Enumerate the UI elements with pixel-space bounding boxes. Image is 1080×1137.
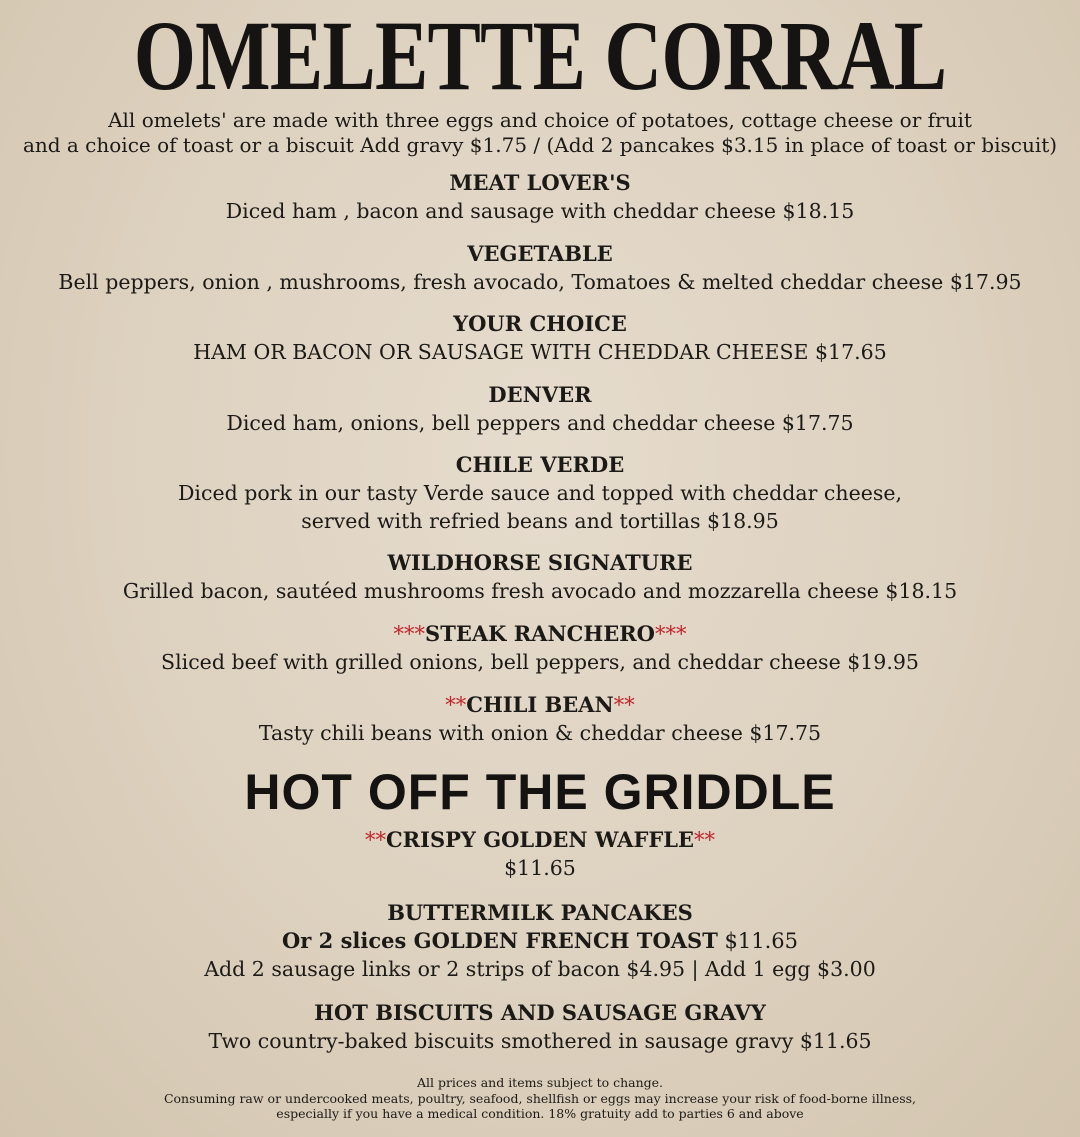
item-subtitle: [0, 927, 1080, 955]
item-title: CHILE VERDE: [455, 452, 625, 477]
intro-line-1: All omelets' are made with three eggs and choice of potatoes, cottage cheese or fruit: [108, 108, 972, 132]
menu-item-your-choice: [0, 310, 1080, 366]
menu-item-hot-biscuits: [0, 999, 1080, 1055]
item-title-text: CHILI BEAN: [466, 692, 614, 717]
item-title: WILDHORSE SIGNATURE: [387, 550, 693, 575]
item-title: MEAT LOVER'S: [449, 170, 631, 195]
item-description: Sliced beef with grilled onions, bell peppers, and cheddar cheese $19.95: [161, 650, 919, 674]
star-marker: **: [364, 828, 386, 852]
item-description: Grilled bacon, sautéed mushrooms fresh avocado and mozzarella cheese $18.15: [122, 579, 958, 603]
intro-line-2: and a choice of toast or a biscuit Add gravy $1.75 / (Add 2 pancakes $3.15 in place of toast or biscuit): [22, 133, 1058, 157]
item-title-text: CRISPY GOLDEN WAFFLE: [385, 827, 695, 852]
star-marker: **: [694, 828, 716, 852]
menu-item-meat-lovers: [0, 169, 1080, 225]
item-price: $11.65: [504, 856, 576, 880]
menu-item-steak-ranchero: [0, 620, 1080, 676]
item-title: DENVER: [488, 382, 592, 407]
footer-line-2: Consuming raw or undercooked meats, poultry, seafood, shellfish or eggs may increase your risk of food-borne illness,: [163, 1090, 917, 1106]
item-title: VEGETABLE: [467, 241, 613, 266]
menu-item-wildhorse-signature: [0, 549, 1080, 605]
item-description: Diced pork in our tasty Verde sauce and topped with cheddar cheese,: [177, 481, 903, 505]
item-title: BUTTERMILK PANCAKES: [387, 900, 693, 925]
star-marker: **: [613, 693, 635, 717]
item-title: HOT BISCUITS AND SAUSAGE GRAVY: [314, 1000, 766, 1025]
star-marker: ***: [393, 622, 426, 646]
item-title: [0, 620, 1080, 648]
menu-item-crispy-golden-waffle: [0, 826, 1080, 882]
menu-item-denver: [0, 381, 1080, 437]
item-description: Bell peppers, onion , mushrooms, fresh avocado, Tomatoes & melted cheddar cheese $17.95: [58, 270, 1022, 294]
menu-item-chili-bean: [0, 691, 1080, 747]
item-description: Add 2 sausage links or 2 strips of bacon $4.95 | Add 1 egg $3.00: [204, 957, 876, 981]
star-marker: **: [445, 693, 467, 717]
item-description: HAM OR BACON OR SAUSAGE WITH CHEDDAR CHEESE $17.65: [193, 340, 887, 364]
item-title: [0, 826, 1080, 854]
footer-line-1: All prices and items subject to change.: [416, 1075, 664, 1090]
item-title-text: STEAK RANCHERO: [425, 621, 655, 646]
footer-disclaimer: [0, 1075, 1080, 1122]
menu-item-buttermilk-pancakes: [0, 899, 1080, 983]
menu-item-chile-verde: [0, 451, 1080, 535]
star-marker: ***: [654, 622, 687, 646]
item-subtitle-price: $11.65: [717, 929, 798, 953]
menu-title: OMELETTE CORRAL: [133, 0, 947, 111]
item-description-line-2: served with refried beans and tortillas $18.95: [301, 509, 779, 533]
menu-item-vegetable: [0, 240, 1080, 296]
intro-text: [0, 108, 1080, 158]
section-heading-griddle: HOT OFF THE GRIDDLE: [244, 764, 836, 820]
item-description: Two country-baked biscuits smothered in sausage gravy $11.65: [208, 1029, 872, 1053]
item-title: [0, 691, 1080, 719]
item-description: Diced ham , bacon and sausage with cheddar cheese $18.15: [225, 199, 855, 223]
item-description: Tasty chili beans with onion & cheddar cheese $17.75: [258, 721, 822, 745]
footer-line-3: especially if you have a medical condition. 18% gratuity add to parties 6 and above: [276, 1106, 804, 1121]
item-subtitle-text: Or 2 slices GOLDEN FRENCH TOAST: [282, 928, 718, 953]
item-title: YOUR CHOICE: [453, 311, 627, 336]
item-description: Diced ham, onions, bell peppers and cheddar cheese $17.75: [226, 411, 854, 435]
